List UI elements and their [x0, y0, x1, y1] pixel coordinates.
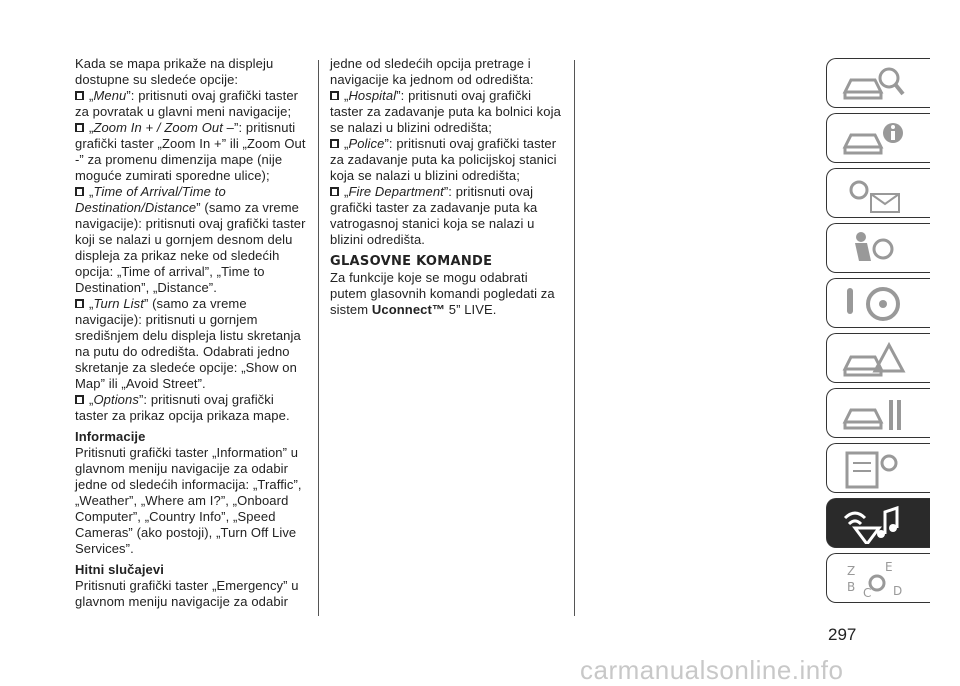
tab-driving[interactable]: [826, 278, 930, 328]
index-letters-icon: [841, 559, 911, 599]
bullet-icon: [330, 91, 339, 100]
tab-index[interactable]: [826, 553, 930, 603]
svg-text:Z: Z: [847, 564, 856, 578]
option-text: (samo za vreme navigacije): pritisnuti ovaj grafički taster koji se nalazi u gornjem desnom delu displeja za prikaz neke od sledećih opcija: „Time of arrival”, „Time to Destination”, „Distance”.: [75, 200, 306, 295]
tab-safety[interactable]: [826, 168, 930, 218]
tab-multimedia[interactable]: [826, 498, 930, 548]
option-name: Hospital: [348, 88, 397, 103]
bullet-icon: [330, 139, 339, 148]
voice-tail: 5” LIVE.: [445, 302, 497, 317]
option-name: Zoom In + / Zoom Out –: [93, 120, 234, 135]
bullet-icon: [75, 123, 84, 132]
tab-starting[interactable]: [826, 223, 930, 273]
info-heading: Informacije: [75, 429, 146, 444]
tab-servicing[interactable]: [826, 388, 930, 438]
option-text: : pritisnuti ovaj grafički taster za prikaz opcija prikaza mape.: [75, 392, 290, 423]
option-item-menu: „Menu”: pritisnuti ovaj grafički taster za povratak u glavni meni navigacije;: [75, 88, 299, 119]
car-warning-icon: [841, 339, 911, 379]
option-item-zoom: „Zoom In + / Zoom Out –”: pritisnuti grafički taster „Zoom In +” ili „Zoom Out -” za promenu dimenzija mape (nije moguće zumirati sporedne ulice);: [75, 120, 306, 183]
option-text: : pritisnuti ovaj grafički taster za povratak u glavni meni navigacije;: [75, 88, 299, 119]
svg-text:D: D: [893, 584, 903, 598]
option-text: : pritisnuti ovaj grafički taster za zadavanje puta ka bolnici koja se nalazi u blizini odredišta;: [330, 88, 561, 135]
tab-instrument-panel[interactable]: [826, 113, 930, 163]
airbag-seat-icon: [841, 229, 911, 269]
text-column-left: [75, 56, 307, 610]
tab-technical-data[interactable]: [826, 443, 930, 493]
option-name: Options: [93, 392, 139, 407]
light-message-icon: [841, 174, 911, 214]
emergency-heading: Hitni slučajevi: [75, 562, 164, 577]
bullet-icon: [330, 187, 339, 196]
tab-emergency[interactable]: [826, 333, 930, 383]
watermark: carmanualsonline.info: [580, 655, 844, 685]
bullet-icon: [75, 91, 84, 100]
option-item-fire: „Fire Department”: pritisnuti ovaj grafički taster za zadavanje puta ka vatrogasnoj stanici koja se nalazi u blizini odredišta.: [330, 184, 538, 247]
option-item-turn-list: „Turn List” (samo za vreme navigacije): pritisnuti u gornjem središnjem delu displeja listu skretanja na putu do odredišta. Odabrati jedno skretanje za sledeće opcije: „Show on Map” ili „Avoid Street”.: [75, 296, 301, 391]
svg-text:E: E: [885, 560, 893, 574]
bullet-icon: [75, 187, 84, 196]
option-name: Menu: [93, 88, 127, 103]
multimedia-icon: [841, 504, 911, 544]
text-column-middle: [330, 56, 565, 318]
option-name: Turn List: [93, 296, 144, 311]
document-gear-icon: [841, 449, 911, 489]
chapter-tabs: [826, 58, 930, 608]
car-info-icon: [841, 119, 911, 159]
column-divider-left: [318, 60, 319, 616]
column-divider-right: [574, 60, 575, 616]
car-search-icon: [841, 64, 911, 104]
brand-name: Uconnect™: [371, 302, 446, 317]
option-item-arrival: „Time of Arrival/Time to Destination/Distance” (samo za vreme navigacije): pritisnuti ovaj grafički taster koji se nalazi u gornjem desnom delu displeja za prikaz neke od sledećih opcija: „Time of arrival”, „Time to Destination”, „Distance”.: [75, 184, 306, 295]
steering-wheel-icon: [841, 284, 911, 324]
page-number: 297: [828, 625, 857, 644]
option-text: : pritisnuti ovaj grafički taster za zadavanje puta ka policijskoj stanici koja se nalazi u blizini odredišta;: [330, 136, 557, 183]
option-text: : pritisnuti ovaj grafički taster za zadavanje puta ka vatrogasnoj stanici koja se nalazi u blizini odredišta.: [330, 184, 538, 247]
svg-text:C: C: [863, 586, 872, 599]
emergency-paragraph: Pritisnuti grafički taster „Emergency” u glavnom meniju navigacije za odabir: [75, 578, 299, 609]
option-text: : pritisnuti grafički taster „Zoom In +” ili „Zoom Out -” za promenu dimenzija mape (nije moguće zumirati sporedne ulice);: [75, 120, 306, 183]
bullet-icon: [75, 395, 84, 404]
option-item-police: „Police”: pritisnuti ovaj grafički taster za zadavanje puta ka policijskoj stanici koja se nalazi u blizini odredišta;: [330, 136, 557, 183]
option-name: Police: [348, 136, 385, 151]
option-text: (samo za vreme navigacije): pritisnuti u gornjem središnjem delu displeja listu skretanja na putu do odredišta. Odabrati jedno skretanje za sledeće opcije: „Show on Map” ili „Avoid Street”.: [75, 296, 301, 391]
intro-paragraph: jedne od sledećih opcija pretrage i navigacije ka jednom od odredišta:: [330, 56, 534, 87]
voice-paragraph: [330, 270, 565, 318]
option-item-options: „Options”: pritisnuti ovaj grafički taster za prikaz opcija prikaza mape.: [75, 392, 290, 423]
tab-getting-to-know[interactable]: [826, 58, 930, 108]
bullet-icon: [75, 299, 84, 308]
voice-text: Za funkcije koje se mogu odabrati putem glasovnih komandi pogledati za sistem: [330, 270, 555, 317]
intro-paragraph: Kada se mapa prikaže na displeju dostupne su sledeće opcije:: [75, 56, 274, 87]
option-item-hospital: „Hospital”: pritisnuti ovaj grafički taster za zadavanje puta ka bolnici koja se nalazi u blizini odredišta;: [330, 88, 561, 135]
info-paragraph: Pritisnuti grafički taster „Information” u glavnom meniju navigacije za odabir jedne od sledećih informacija: „Traffic”, „Weather”, „Where am I?”, „Onboard Computer”, „Country Info”, „Speed Cameras” (ako postoji), „Turn Off Live Services”.: [75, 445, 302, 556]
option-name: Fire Department: [348, 184, 444, 199]
section-heading: GLASOVNE KOMANDE: [330, 254, 493, 269]
svg-text:B: B: [847, 580, 856, 594]
car-tools-icon: [841, 394, 911, 434]
option-name: Time of Arrival/Time to Destination/Distance: [75, 184, 226, 215]
